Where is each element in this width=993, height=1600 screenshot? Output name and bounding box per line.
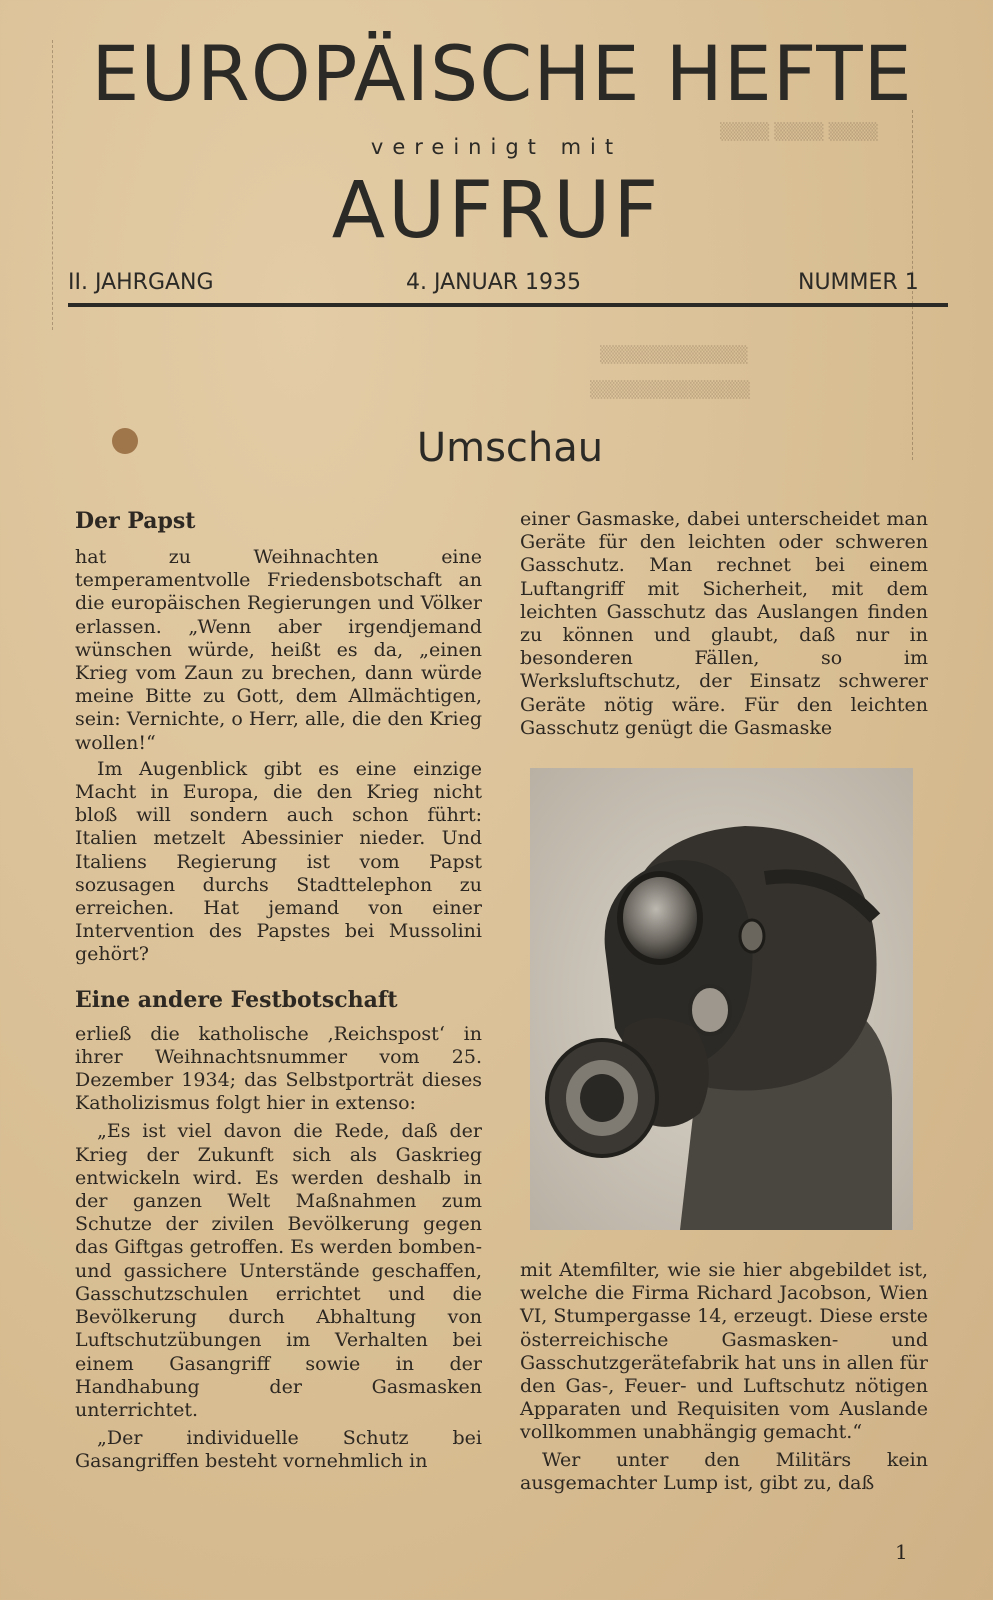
bleed-through: ▒▒▒▒▒▒▒▒▒▒▒▒ (600, 345, 748, 364)
paragraph: erließ die katholische ‚Reichspost‘ in ihrer Weihnachtsnummer vom 25. Dezember 1934; das Selbstporträt dieses Katholizismus folgt hier in extenso: (75, 1022, 482, 1115)
issue-date: 4. JANUAR 1935 (406, 270, 582, 295)
paragraph: mit Atemfilter, wie sie hier abgebildet ist, welche die Firma Richard Jacobson, Wien VI, Stumpergasse 14, erzeugt. Diese erste österreichische Gasmasken- und Gasschutzgerätefabrik hat uns in allen für den Gas-, Feuer- und Luftschutz nötigen Apparaten und Requisiten vom Auslande vollkommen unabhängig gemacht.“ (520, 1259, 928, 1444)
page-number: 1 (895, 1540, 908, 1564)
publication-name: AUFRUF (331, 166, 662, 256)
publication-title: EUROPÄISCHE HEFTE (91, 29, 913, 118)
publication-subtitle: vereinigt mit (370, 135, 623, 159)
paragraph: hat zu Weihnachten eine temperamentvolle Friedensbotschaft an die europäischen Regierungen und Völker erlassen. „Wenn aber irgendjemand wünschen würde, heißt es da, „einen Krieg vom Zaun zu brechen, dann würde meine Bitte zu Gott, dem Allmächtigen, sein: Vernichte, o Herr, alle, die den Krieg wollen!“ (75, 546, 482, 754)
masthead (0, 0, 993, 330)
bleed-through: ▒▒▒▒ ▒▒▒▒ ▒▒▒▒ (720, 122, 878, 141)
volume-label: II. JAHRGANG (68, 270, 214, 295)
bleed-through: ▒▒▒▒▒▒▒▒▒▒▒▒▒ (590, 380, 750, 399)
paragraph: „Der individuelle Schutz bei Gasangriffen besteht vornehmlich in (75, 1427, 482, 1473)
paragraph: einer Gasmaske, dabei unterscheidet man Geräte für den leichten oder schweren Gasschutz. Man rechnet bei einem Luftangriff mit Sicherheit, mit dem leichten Gasschutz das Auslangen finden zu können und glaubt, daß nur in besonderen Fällen, so im Werksluftschutz, der Einsatz schwerer Geräte nötig wäre. Für den leichten Gasschutz genügt die Gasmaske (520, 508, 928, 739)
paragraph: „Es ist viel davon die Rede, daß der Krieg der Zukunft sich als Gaskrieg entwickeln wird. Es werden deshalb in der ganzen Welt Maßnahmen zum Schutze der zivilen Bevölkerung gegen das Giftgas getroffen. Es werden bomben- und gassichere Unterstände geschaffen, Gasschutzschulen errichtet und die Bevölkerung durch Abhaltung von Luftschutzübungen im Verhalten bei einem Gasangriff sowie in der Handhabung der Gasmasken unterrichtet. (75, 1120, 482, 1421)
right-column-top (520, 508, 928, 740)
masthead-rule (68, 303, 948, 307)
heading-festbotschaft: Eine andere Festbotschaft (75, 986, 398, 1013)
heading-der-papst: Der Papst (75, 508, 196, 534)
right-column-bottom (520, 1259, 928, 1495)
left-column (75, 506, 482, 1474)
gas-mask-photo (530, 768, 913, 1230)
paragraph: Wer unter den Militärs kein ausgemachter Lump ist, gibt zu, daß (520, 1448, 928, 1494)
issue-number: NUMMER 1 (798, 270, 919, 295)
section-title: Umschau (416, 425, 604, 471)
paragraph: Im Augenblick gibt es eine einzige Macht in Europa, die den Krieg nicht bloß will sondern auch schon führt: Italien metzelt Abessinier nieder. Und Italiens Regierung ist vom Papst sozusagen durchs Stadttelephon zu erreichen. Hat jemand von einer Intervention des Papstes bei Mussolini gehört? (75, 757, 482, 966)
